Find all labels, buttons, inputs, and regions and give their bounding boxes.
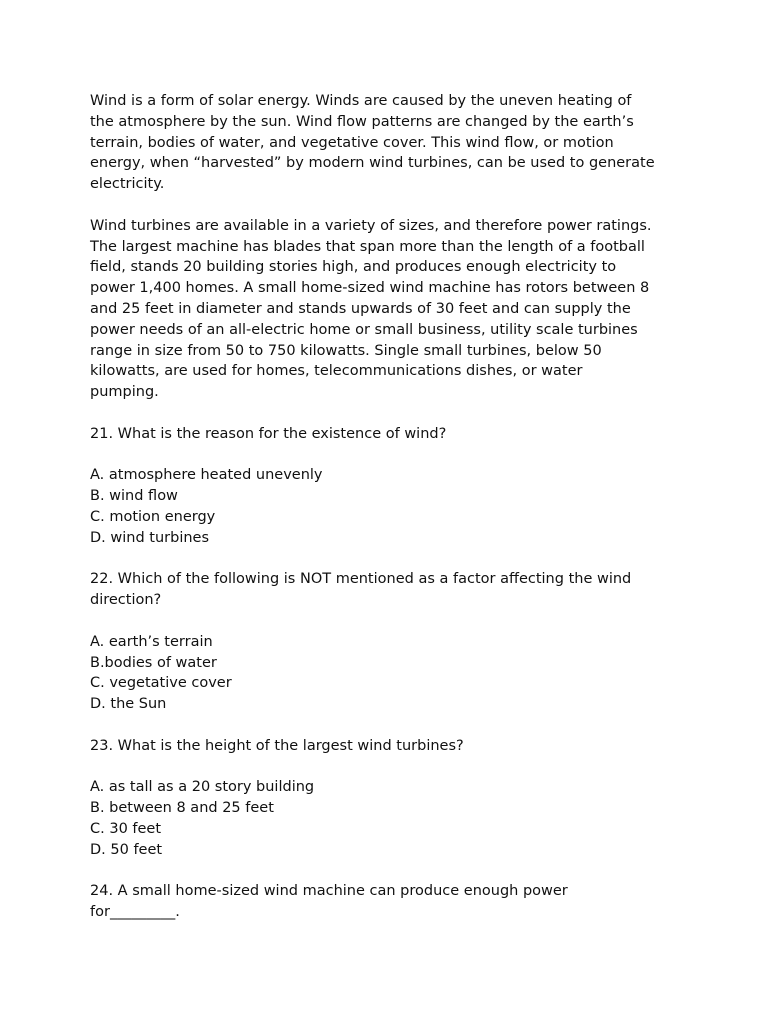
answer-option-c: C. 30 feet (90, 820, 162, 837)
paragraph-line: electricity. (90, 176, 165, 193)
answer-option-b: B. between 8 and 25 feet (90, 800, 274, 817)
question-22 (90, 569, 690, 715)
paragraph-line: Wind is a form of solar energy. Winds are caused by the uneven heating of (90, 93, 632, 109)
question-text: 23. What is the height of the largest wind turbines? (90, 737, 464, 754)
paragraph-line: range in size from 50 to 750 kilowatts. Single small turbines, below 50 (90, 342, 602, 359)
paragraph-line: power needs of an all-electric home or small business, utility scale turbines (90, 321, 638, 338)
answer-option-a: A. earth’s terrain (90, 633, 213, 650)
document-page (90, 91, 690, 923)
answer-option-c: C. vegetative cover (90, 675, 232, 692)
answer-option-d: D. the Sun (90, 696, 167, 713)
paragraph-spacer (90, 195, 690, 216)
question-text: 24. A small home-sized wind machine can produce enough power (90, 883, 568, 900)
question-spacer (90, 445, 690, 466)
answer-option-b: B. wind flow (90, 488, 178, 505)
paragraph-line: energy, when “harvested” by modern wind turbines, can be used to generate (90, 155, 655, 172)
question-separator (90, 860, 690, 881)
answer-option-d: D. 50 feet (90, 841, 163, 858)
question-separator (90, 549, 690, 570)
passage-paragraph-1 (90, 91, 690, 195)
paragraph-line: terrain, bodies of water, and vegetative cover. This wind flow, or motion (90, 134, 614, 151)
answer-option-a: A. as tall as a 20 story building (90, 779, 315, 796)
paragraph-line: field, stands 20 building stories high, and produces enough electricity to (90, 259, 617, 276)
paragraph-line: the atmosphere by the sun. Wind flow patterns are changed by the earth’s (90, 113, 634, 130)
paragraph-line: pumping. (90, 384, 159, 401)
question-21 (90, 424, 690, 549)
answer-option-c: C. motion energy (90, 508, 216, 525)
paragraph-line: Wind turbines are available in a variety of sizes, and therefore power ratings. (90, 217, 652, 234)
answer-option-a: A. atmosphere heated unevenly (90, 467, 323, 484)
paragraph-spacer (90, 403, 690, 424)
paragraph-line: kilowatts, are used for homes, telecommunications dishes, or water (90, 363, 583, 380)
question-text: for_________. (90, 904, 180, 921)
question-24 (90, 881, 690, 923)
question-text: 21. What is the reason for the existence of wind? (90, 425, 447, 442)
question-23 (90, 736, 690, 861)
passage-paragraph-2 (90, 216, 690, 403)
question-text: 22. Which of the following is NOT mentioned as a factor affecting the wind (90, 571, 632, 588)
question-separator (90, 715, 690, 736)
question-text: direction? (90, 592, 162, 609)
answer-option-d: D. wind turbines (90, 529, 210, 546)
answer-option-b: B.bodies of water (90, 654, 217, 671)
paragraph-line: and 25 feet in diameter and stands upwards of 30 feet and can supply the (90, 300, 631, 317)
question-spacer (90, 611, 690, 632)
paragraph-line: The largest machine has blades that span more than the length of a football (90, 238, 645, 255)
question-spacer (90, 757, 690, 778)
paragraph-line: power 1,400 homes. A small home-sized wind machine has rotors between 8 (90, 280, 650, 297)
